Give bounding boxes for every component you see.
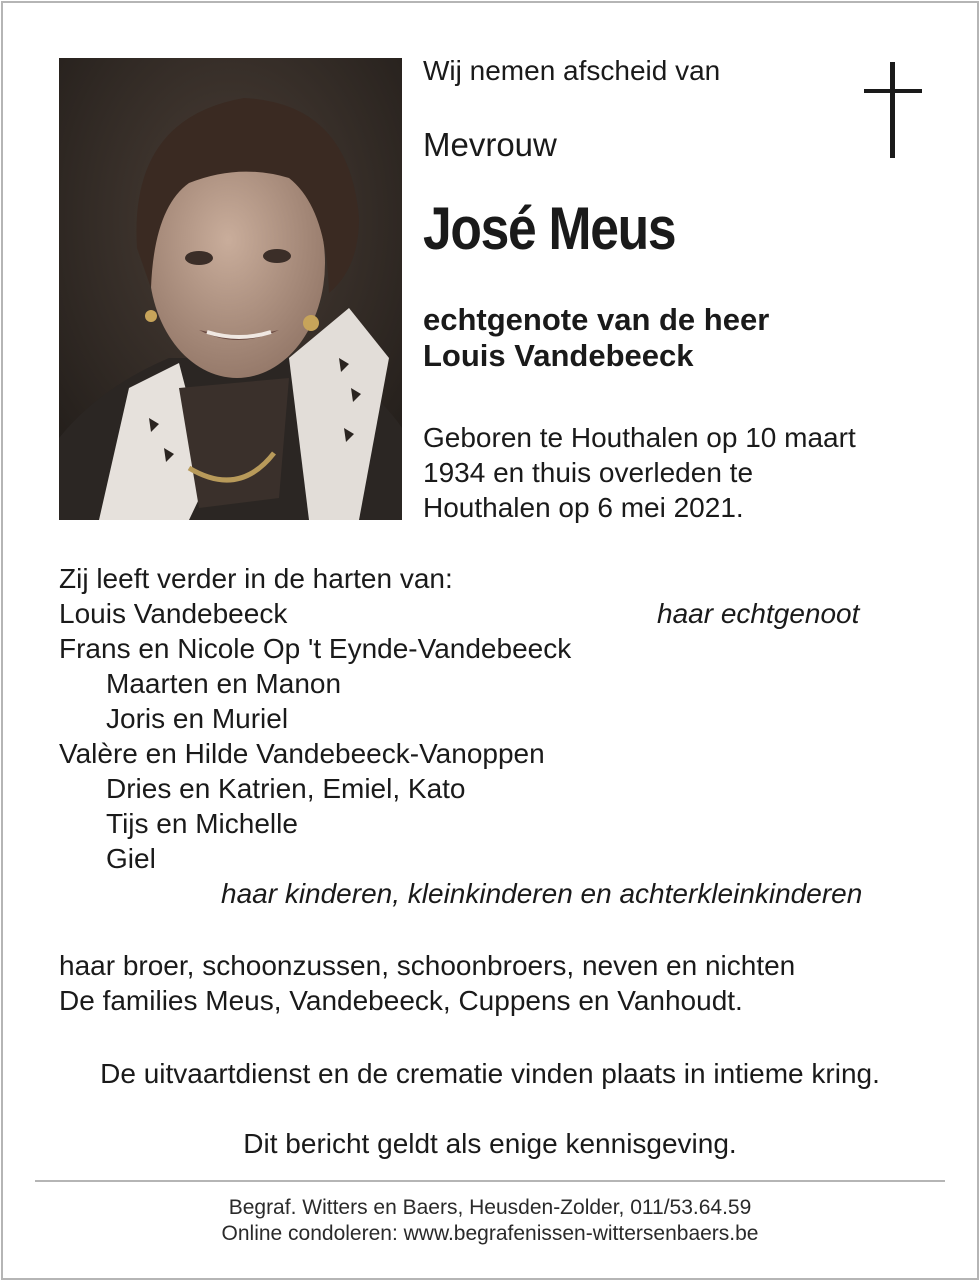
other-relatives-line: haar broer, schoonzussen, schoonbroers, neven en nichten (59, 950, 796, 981)
ceremony-notice: De uitvaartdienst en de crematie vinden plaats in intieme kring. (100, 1058, 880, 1089)
children-relation: haar kinderen, kleinkinderen en achterkleinkinderen (221, 878, 863, 909)
portrait-photo (59, 58, 402, 520)
intro-text: Wij nemen afscheid van (423, 55, 721, 86)
spouse-info (423, 302, 769, 374)
deceased-name: José Meus (423, 195, 676, 262)
funeral-home-info: Begraf. Witters en Baers, Heusden-Zolder, 011/53.64.59 (228, 1196, 752, 1219)
footer-divider (35, 1180, 945, 1182)
survivor-row: Giel (106, 843, 156, 874)
honorific: Mevrouw (423, 126, 557, 163)
survivors-heading: Zij leeft verder in de harten van: (59, 563, 453, 594)
survivor-row: Joris en Muriel (106, 703, 289, 734)
latin-cross-icon (864, 62, 922, 158)
online-condolence-link[interactable]: Online condoleren: www.begrafenissen-wittersenbaers.be (221, 1222, 759, 1245)
birth-line-3: Houthalen op 6 mei 2021. (423, 492, 744, 523)
survivor-row: Tijs en Michelle (106, 808, 298, 839)
families-line: De families Meus, Vandebeeck, Cuppens en Vanhoudt. (59, 985, 743, 1016)
spouse-line-1: echtgenote van de heer (423, 302, 770, 337)
survivor-row: Frans en Nicole Op 't Eynde-Vandebeeck (59, 633, 572, 664)
survivor-row: Dries en Katrien, Emiel, Kato (106, 773, 466, 804)
spouse-line-2: Louis Vandebeeck (423, 338, 694, 373)
birth-line-1: Geboren te Houthalen op 10 maart (423, 422, 856, 453)
spouse-relation: haar echtgenoot (657, 598, 860, 629)
survivor-row: Maarten en Manon (106, 668, 342, 699)
survivor-row: Valère en Hilde Vandebeeck-Vanoppen (59, 738, 545, 769)
sole-notice: Dit bericht geldt als enige kennisgeving. (243, 1128, 737, 1159)
birth-death-info (423, 420, 856, 525)
survivor-row: Louis Vandebeeck (59, 598, 288, 629)
birth-line-2: 1934 en thuis overleden te (423, 457, 754, 488)
